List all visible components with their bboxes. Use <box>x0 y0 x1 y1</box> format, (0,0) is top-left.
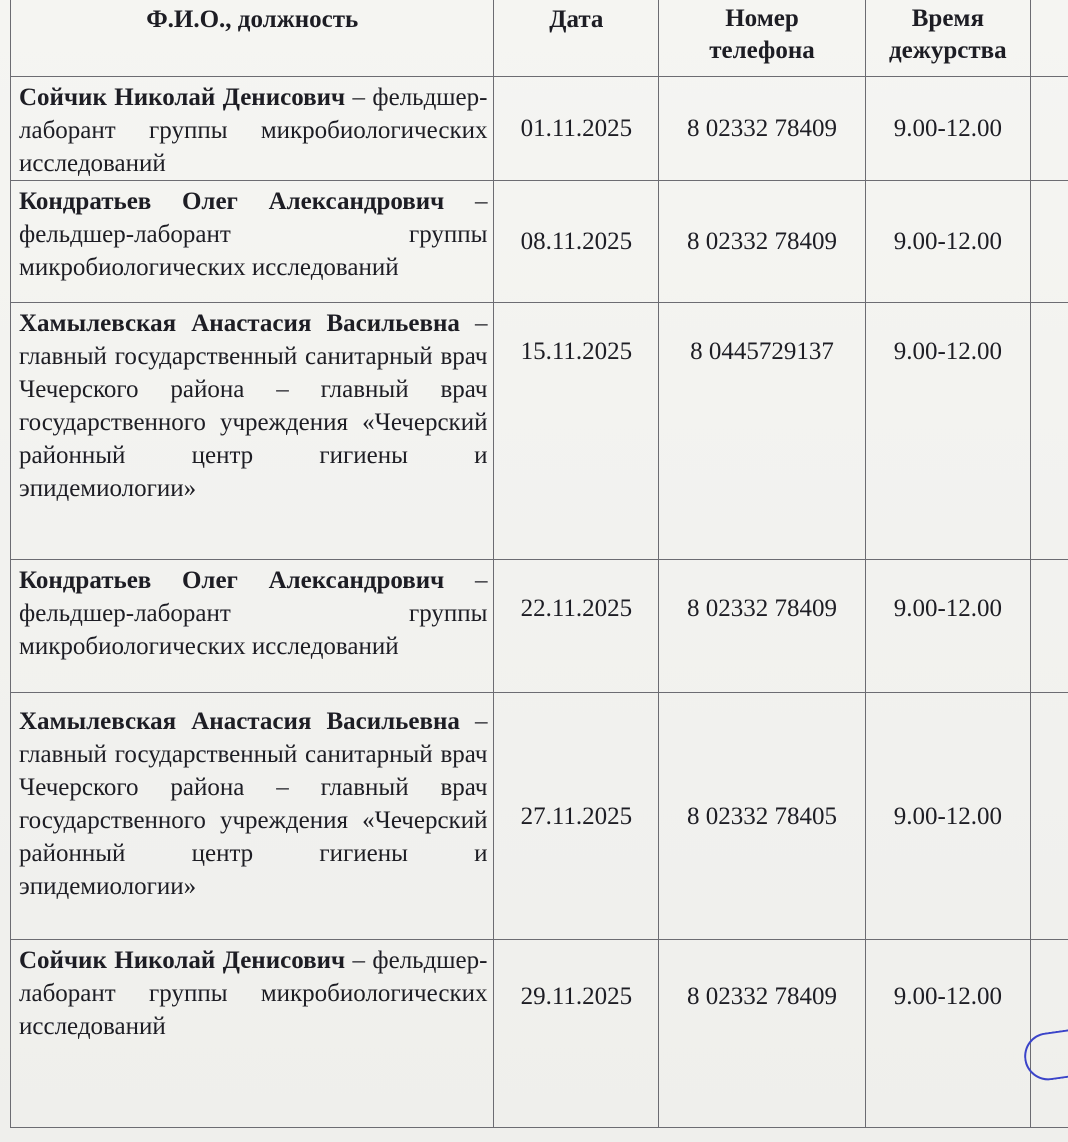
person-position: – главный государственный санитарный врач Чечерского района – главный врач государственного учреждения «Чечерский районный центр гигиены и эпидемиологии» <box>19 310 488 502</box>
time-cell: 9.00-12.00 <box>865 77 1030 181</box>
date-cell: 08.11.2025 <box>494 181 659 303</box>
extra-cell <box>1030 693 1068 940</box>
date-cell: 22.11.2025 <box>494 560 659 693</box>
name-position-cell <box>11 560 494 693</box>
person-position: – главный государственный санитарный врач Чечерского района – главный врач государственного учреждения «Чечерский районный центр гигиены и эпидемиологии» <box>19 708 488 900</box>
date-cell: 27.11.2025 <box>494 693 659 940</box>
person-name: Сойчик Николай Денисович <box>19 84 346 111</box>
extra-cell <box>1030 77 1068 181</box>
extra-cell <box>1030 303 1068 560</box>
header-phone-line2: телефона <box>709 37 815 64</box>
date-cell: 01.11.2025 <box>494 77 659 181</box>
person-name: Хамылевская Анастасия Васильевна <box>19 708 460 735</box>
name-position-cell <box>11 940 494 1128</box>
table-row <box>11 940 1068 1128</box>
phone-cell: 8 02332 78409 <box>659 940 865 1128</box>
time-cell: 9.00-12.00 <box>865 560 1030 693</box>
time-cell: 9.00-12.00 <box>865 181 1030 303</box>
header-extra-column <box>1030 0 1068 77</box>
person-name: Хамылевская Анастасия Васильевна <box>19 310 460 337</box>
table-header-row <box>11 0 1068 77</box>
time-cell: 9.00-12.00 <box>865 940 1030 1128</box>
name-position-cell <box>11 693 494 940</box>
phone-cell: 8 02332 78409 <box>659 181 865 303</box>
extra-cell <box>1030 560 1068 693</box>
person-name: Кондратьев Олег Александрович <box>19 567 445 594</box>
duty-schedule-table <box>10 0 1068 1128</box>
phone-cell: 8 02332 78409 <box>659 77 865 181</box>
table-row <box>11 693 1068 940</box>
person-position: – фельдшер-лаборант группы микробиологических исследований <box>19 567 488 660</box>
header-phone <box>659 0 865 77</box>
header-time-line2: дежурства <box>889 37 1007 64</box>
date-cell: 29.11.2025 <box>494 940 659 1128</box>
header-name-position: Ф.И.О., должность <box>11 0 494 77</box>
time-cell: 9.00-12.00 <box>865 693 1030 940</box>
date-cell: 15.11.2025 <box>494 303 659 560</box>
person-name: Сойчик Николай Денисович <box>19 947 346 974</box>
person-position: – фельдшер-лаборант группы микробиологических исследований <box>19 188 488 281</box>
header-phone-line1: Номер <box>725 5 799 32</box>
header-time-line1: Время <box>911 5 984 32</box>
extra-cell <box>1030 181 1068 303</box>
table-row <box>11 560 1068 693</box>
time-cell: 9.00-12.00 <box>865 303 1030 560</box>
name-position-cell <box>11 77 494 181</box>
name-position-cell <box>11 303 494 560</box>
phone-cell: 8 02332 78405 <box>659 693 865 940</box>
header-date: Дата <box>494 0 659 77</box>
table-row <box>11 303 1068 560</box>
table-row <box>11 77 1068 181</box>
person-position: – фельдшер-лаборант группы микробиологических исследований <box>19 947 488 1040</box>
name-position-cell <box>11 181 494 303</box>
table-row <box>11 181 1068 303</box>
person-position: – фельдшер-лаборант группы микробиологических исследований <box>19 84 488 177</box>
person-name: Кондратьев Олег Александрович <box>19 188 445 215</box>
header-duty-time <box>865 0 1030 77</box>
phone-cell: 8 02332 78409 <box>659 560 865 693</box>
phone-cell: 8 0445729137 <box>659 303 865 560</box>
